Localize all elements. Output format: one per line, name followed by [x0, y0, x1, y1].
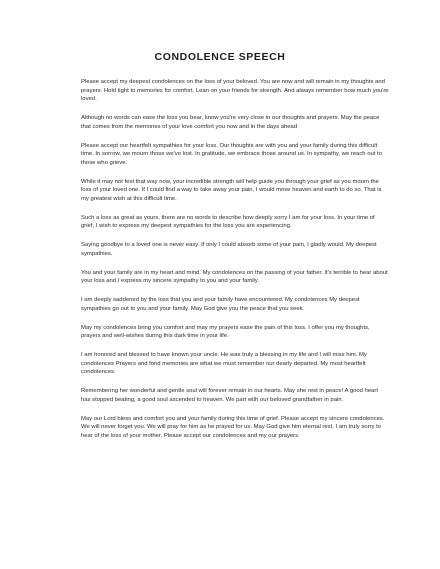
paragraph: While it may not feel that way now, your incredible strength will help guide you through your grief as you mourn the loss of your loved one. If I could find a way to take away your pain, I would move heaven and earth to do so. That is my greatest wish at this difficult time. — [81, 178, 382, 202]
paragraph: May my condolences bring you comfort and may my prayers ease the pain of this loss. I offer you my thoughts, prayers and well-wishes during this dark time in your life. — [81, 324, 370, 340]
document-body — [81, 78, 389, 451]
paragraph: You and your family are in my heart and mind. My condolences on the passing of your father. It's terrible to hear about your loss and I express my sincere sympathy to you and your family. — [81, 269, 388, 285]
paragraph: May our Lord bless and comfort you and your family during this time of grief. Please accept my sincere condolences. We will never forget you. We will pray for him as he prayed for us. May God give him eternal rest. I am truly sorry to hear of the loss of your mother. Please accept our condolences and my our prayers. — [81, 415, 385, 439]
paragraph: Although no words can ease the loss you bear, know you're very close in our thoughts and prayers. May the peace that comes from the memories of your love comfort you now and in the days ahead — [81, 115, 380, 130]
paragraph: Saying goodbye to a loved one is never easy. If only I could absorb some of your pain, I gladly would. My deepest sympathies. — [81, 242, 377, 257]
paragraph: Please accept our heartfelt sympathies for your loss. Our thoughts are with you and your family during this difficult time. In sorrow, we mourn those we've lost. In gratitude, we embrace those around us. In sympathy, we reach out to those who grieve. — [81, 142, 382, 166]
paragraph: Please accept my deepest condolences on the loss of your beloved. You are now and will remain in my thoughts and prayers. Hold tight to memories for comfort. Lean on your friends for strength. And always remember how much you're loved. — [81, 79, 389, 103]
paragraph: I am honored and blessed to have known your uncle. He was truly a blessing in my life and I will miss him. My condolences Prayers and fond memories are what we must remember our dearly departed. My most heartfelt condolences. — [81, 352, 367, 376]
paragraph: I am deeply saddened by the loss that you and your family have encountered. My condolences My deepest sympathies go out to you and your family. May God give you the peace that you seek. — [81, 297, 360, 312]
paragraph: Remembering her wonderful and gentle soul will forever remain in our hearts. May she rest in peace! A good heart has stopped beating, a good soul ascended to heaven. We part with our beloved grandfather in pain. — [81, 388, 378, 403]
page-title: CONDOLENCE SPEECH — [154, 51, 286, 63]
paragraph: Such a loss as great as yours, there are no words to describe how deeply sorry I am for your loss. In your time of grief, I wish to express my deepest sympathies for the loss you are experiencing. — [81, 214, 375, 230]
